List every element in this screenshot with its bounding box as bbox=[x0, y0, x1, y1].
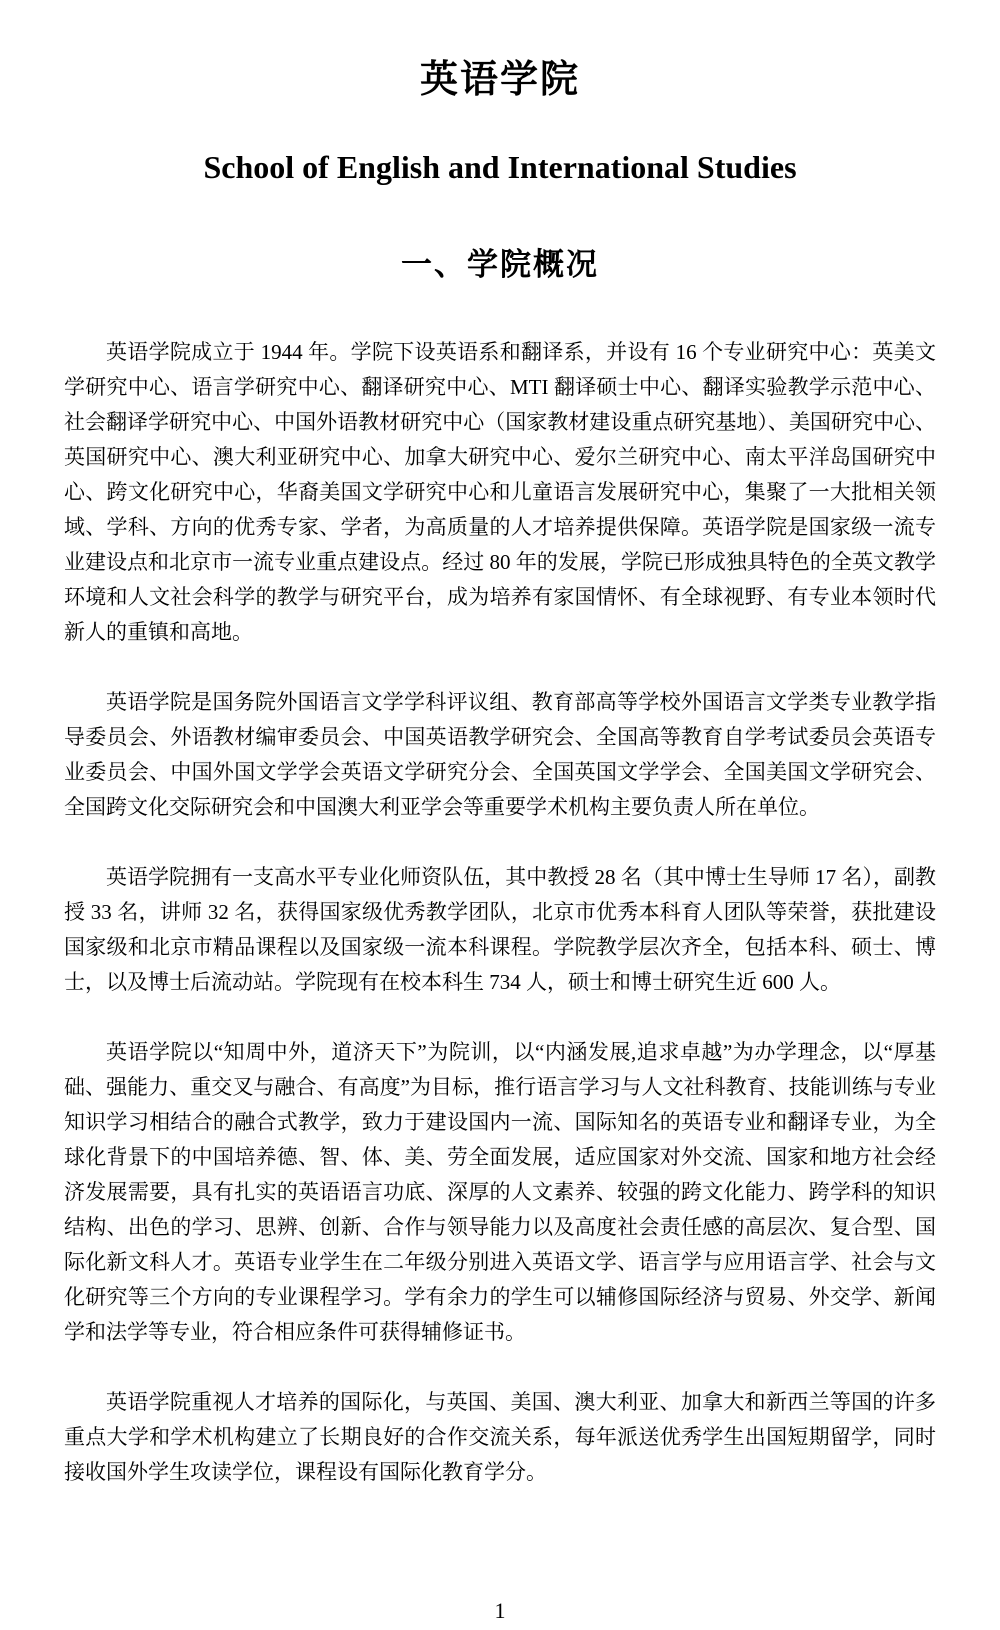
paragraph-faculty: 英语学院拥有一支高水平专业化师资队伍，其中教授 28 名（其中博士生导师 17 名），副教授 33 名，讲师 32 名，获得国家级优秀教学团队，北京市优秀本科育人团队等荣誉，获批建设国家级和北京市精品课程以及国家级一流本科课程。学院教学层次齐全，包括本科、硕士、博士，以及博士后流动站。学院现有在校本科生 734 人，硕士和博士研究生近 600 人。 bbox=[64, 865, 936, 994]
body-paragraphs bbox=[64, 335, 936, 1490]
paragraph-internationalization: 英语学院重视人才培养的国际化，与英国、美国、澳大利亚、加拿大和新西兰等国的许多重点大学和学术机构建立了长期良好的合作交流关系，每年派送优秀学生出国短期留学，同时接收国外学生攻读学位，课程设有国际化教育学分。 bbox=[64, 1390, 936, 1484]
document-title: 英语学院 bbox=[419, 59, 580, 101]
page-number: 1 bbox=[494, 1598, 506, 1623]
paragraph-academic-institutions: 英语学院是国务院外国语言文学学科评议组、教育部高等学校外国语言文学类专业教学指导委员会、外语教材编审委员会、中国英语教学研究会、全国高等教育自学考试委员会英语专业委员会、中国外国文学学会英语文学研究分会、全国英国文学学会、全国美国文学研究会、全国跨文化交际研究会和中国澳大利亚学会等重要学术机构主要负责人所在单位。 bbox=[64, 690, 936, 819]
paragraph-overview: 英语学院成立于 1944 年。学院下设英语系和翻译系，并设有 16 个专业研究中心：英美文学研究中心、语言学研究中心、翻译研究中心、MTI 翻译硕士中心、翻译实验教学示范中心、社会翻译学研究中心、中国外语教材研究中心（国家教材建设重点研究基地）、美国研究中心、英国研究中心、澳大利亚研究中心、加拿大研究中心、爱尔兰研究中心、南太平洋岛国研究中心、跨文化研究中心，华裔美国文学研究中心和儿童语言发展研究中心，集聚了一大批相关领域、学科、方向的优秀专家、学者，为高质量的人才培养提供保障。英语学院是国家级一流专业建设点和北京市一流专业重点建设点。经过 80 年的发展，学院已形成独具特色的全英文教学环境和人文社会科学的教学与研究平台，成为培养有家国情怀、有全球视野、有专业本领时代新人的重镇和高地。 bbox=[64, 340, 936, 644]
paragraph-education-philosophy: 英语学院以“知周中外，道济天下”为院训，以“内涵发展,追求卓越”为办学理念，以“厚基础、强能力、重交叉与融合、有高度”为目标，推行语言学习与人文社科教育、技能训练与专业知识学习相结合的融合式教学，致力于建设国内一流、国际知名的英语专业和翻译专业，为全球化背景下的中国培养德、智、体、美、劳全面发展，适应国家对外交流、国家和地方社会经济发展需要，具有扎实的英语语言功底、深厚的人文素养、较强的跨文化能力、跨学科的知识结构、出色的学习、思辨、创新、合作与领导能力以及高度社会责任感的高层次、复合型、国际化新文科人才。英语专业学生在二年级分别进入英语文学、语言学与应用语言学、社会与文化研究等三个方向的专业课程学习。学有余力的学生可以辅修国际经济与贸易、外交学、新闻学和法学等专业，符合相应条件可获得辅修证书。 bbox=[64, 1040, 936, 1344]
document-subtitle: School of English and International Studies bbox=[203, 149, 797, 185]
section-heading: 一、学院概况 bbox=[401, 247, 599, 282]
